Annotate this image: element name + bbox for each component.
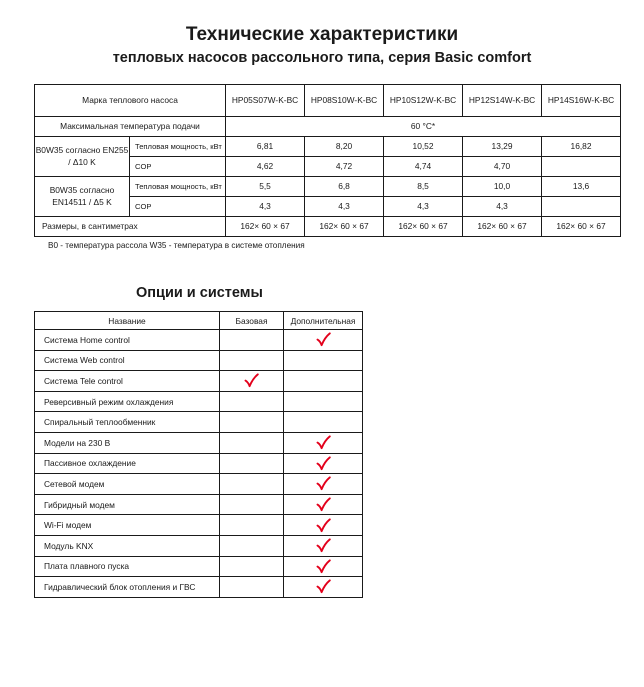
g1-power-cell: 16,82	[542, 137, 621, 157]
option-row	[35, 535, 363, 556]
footnote: B0 - температура рассола W35 - температура в системе отопления	[48, 241, 305, 250]
option-row	[35, 371, 363, 392]
option-name: Реверсивный режим охлаждения	[35, 391, 220, 412]
checkmark-icon	[316, 332, 331, 347]
dims-cell: 162× 60 × 67	[226, 217, 305, 237]
option-name: Пассивное охлаждение	[35, 453, 220, 474]
option-name: Система Home control	[35, 330, 220, 351]
dims-label: Размеры, в сантиметрах	[35, 217, 226, 237]
g2-power-cell: 8,5	[384, 177, 463, 197]
option-row	[35, 432, 363, 453]
option-basic-cell	[220, 515, 284, 536]
option-basic-cell	[220, 371, 284, 392]
g2-cop-cell: 4,3	[384, 197, 463, 217]
option-name: Сетевой модем	[35, 474, 220, 495]
option-basic-cell	[220, 412, 284, 433]
model-header: HP12S14W-K-BC	[463, 85, 542, 117]
options-title: Опции и системы	[136, 285, 263, 301]
option-row	[35, 350, 363, 371]
option-extra-cell	[284, 350, 363, 371]
option-row	[35, 556, 363, 577]
option-row	[35, 515, 363, 536]
spec-table	[34, 84, 621, 237]
g2-cop-label: COP	[130, 197, 226, 217]
dims-cell: 162× 60 × 67	[463, 217, 542, 237]
option-extra-cell	[284, 577, 363, 598]
g2-power-row	[35, 177, 621, 197]
g1-power-label: Тепловая мощность, кВт	[130, 137, 226, 157]
option-name: Модели на 230 В	[35, 432, 220, 453]
g1-cop-cell	[542, 157, 621, 177]
model-header: HP14S16W-K-BC	[542, 85, 621, 117]
model-header: HP10S12W-K-BC	[384, 85, 463, 117]
option-basic-cell	[220, 330, 284, 351]
g2-power-cell: 10,0	[463, 177, 542, 197]
option-basic-cell	[220, 577, 284, 598]
g2-standard: B0W35 согласно EN14511 / Δ5 K	[35, 177, 130, 217]
dims-cell: 162× 60 × 67	[305, 217, 384, 237]
option-row	[35, 391, 363, 412]
option-basic-cell	[220, 432, 284, 453]
option-name: Wi-Fi модем	[35, 515, 220, 536]
g2-power-cell: 6,8	[305, 177, 384, 197]
g1-power-row	[35, 137, 621, 157]
dims-row	[35, 217, 621, 237]
checkmark-icon	[316, 497, 331, 512]
option-name: Плата плавного пуска	[35, 556, 220, 577]
checkmark-icon	[316, 476, 331, 491]
g1-standard: B0W35 согласно EN255 / Δ10 K	[35, 137, 130, 177]
model-header: HP08S10W-K-BC	[305, 85, 384, 117]
g2-power-cell: 13,6	[542, 177, 621, 197]
model-header: HP05S07W-K-BC	[226, 85, 305, 117]
g1-cop-label: COP	[130, 157, 226, 177]
page-subtitle: тепловых насосов рассольного типа, серия Basic comfort	[112, 50, 532, 66]
checkmark-icon	[244, 373, 259, 388]
option-basic-cell	[220, 453, 284, 474]
page-title: Технические характеристики	[185, 24, 459, 45]
brand-label: Марка теплового насоса	[35, 85, 226, 117]
option-extra-cell	[284, 412, 363, 433]
option-basic-cell	[220, 535, 284, 556]
options-header-extra: Дополнительная	[284, 312, 363, 330]
g2-cop-cell: 4,3	[226, 197, 305, 217]
options-header-row	[35, 312, 363, 330]
option-extra-cell	[284, 432, 363, 453]
g1-cop-cell: 4,62	[226, 157, 305, 177]
options-header-name: Название	[35, 312, 220, 330]
g1-power-cell: 13,29	[463, 137, 542, 157]
checkmark-icon	[316, 435, 331, 450]
checkmark-icon	[316, 579, 331, 594]
dims-cell: 162× 60 × 67	[542, 217, 621, 237]
option-row	[35, 412, 363, 433]
option-extra-cell	[284, 330, 363, 351]
g1-power-cell: 6,81	[226, 137, 305, 157]
option-name: Спиральный теплообменник	[35, 412, 220, 433]
option-row	[35, 453, 363, 474]
option-row	[35, 474, 363, 495]
g1-cop-cell: 4,74	[384, 157, 463, 177]
option-extra-cell	[284, 556, 363, 577]
option-extra-cell	[284, 391, 363, 412]
option-basic-cell	[220, 494, 284, 515]
option-basic-cell	[220, 474, 284, 495]
option-name: Система Web control	[35, 350, 220, 371]
options-header-basic: Базовая	[220, 312, 284, 330]
option-extra-cell	[284, 515, 363, 536]
option-name: Гидравлический блок отопления и ГВС	[35, 577, 220, 598]
g2-cop-cell: 4,3	[463, 197, 542, 217]
option-name: Система Tele control	[35, 371, 220, 392]
option-name: Гибридный модем	[35, 494, 220, 515]
g2-power-cell: 5,5	[226, 177, 305, 197]
max-temp-row	[35, 117, 621, 137]
option-extra-cell	[284, 535, 363, 556]
checkmark-icon	[316, 518, 331, 533]
g2-cop-cell	[542, 197, 621, 217]
option-basic-cell	[220, 391, 284, 412]
checkmark-icon	[316, 538, 331, 553]
max-temp-label: Максимальная температура подачи	[35, 117, 226, 137]
checkmark-icon	[316, 456, 331, 471]
g1-cop-cell: 4,72	[305, 157, 384, 177]
option-basic-cell	[220, 556, 284, 577]
g1-cop-cell: 4,70	[463, 157, 542, 177]
g2-power-label: Тепловая мощность, кВт	[130, 177, 226, 197]
spec-header-row	[35, 85, 621, 117]
option-name: Модуль KNX	[35, 535, 220, 556]
option-extra-cell	[284, 371, 363, 392]
option-row	[35, 330, 363, 351]
g2-cop-cell: 4,3	[305, 197, 384, 217]
g1-power-cell: 8,20	[305, 137, 384, 157]
checkmark-icon	[316, 559, 331, 574]
g1-power-cell: 10,52	[384, 137, 463, 157]
dims-cell: 162× 60 × 67	[384, 217, 463, 237]
option-row	[35, 577, 363, 598]
options-table	[34, 311, 363, 598]
option-basic-cell	[220, 350, 284, 371]
option-extra-cell	[284, 474, 363, 495]
option-row	[35, 494, 363, 515]
option-extra-cell	[284, 453, 363, 474]
option-extra-cell	[284, 494, 363, 515]
max-temp-value: 60 °C*	[226, 117, 621, 137]
